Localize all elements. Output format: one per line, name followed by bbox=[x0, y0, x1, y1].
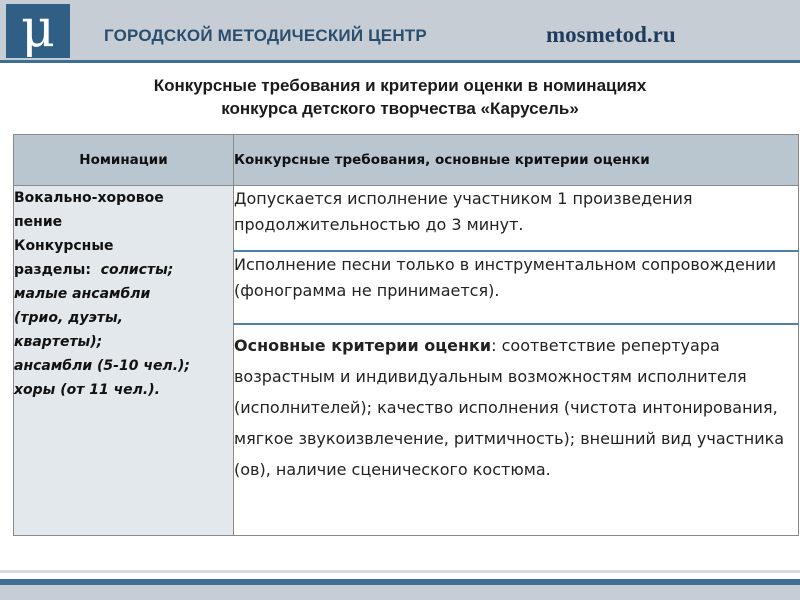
header-requirements: Конкурсные требования, основные критерии оценки bbox=[234, 135, 799, 186]
logo-mu-icon: μ bbox=[21, 0, 55, 59]
criteria-table bbox=[13, 134, 799, 536]
page-title bbox=[0, 74, 800, 120]
site-link[interactable]: mosmetod.ru bbox=[546, 22, 676, 47]
nomination-line: Вокально-хоровое bbox=[14, 190, 164, 206]
title-line-1: Конкурсные требования и критерии оценки в номинациях bbox=[153, 76, 647, 95]
nomination-cell bbox=[14, 186, 234, 536]
table-row bbox=[14, 186, 799, 252]
logo bbox=[6, 0, 70, 59]
nomination-line: Конкурсные bbox=[14, 238, 114, 254]
footer-line bbox=[0, 570, 800, 573]
section-trio-duets: (трио, дуэты, bbox=[14, 310, 123, 326]
criteria-label: Основные критерии оценки bbox=[234, 336, 492, 355]
organization-name: ГОРОДСКОЙ МЕТОДИЧЕСКИЙ ЦЕНТР bbox=[104, 26, 427, 45]
section-small-ensembles: малые ансамбли bbox=[14, 286, 151, 302]
nomination-line: пение bbox=[14, 214, 63, 230]
criteria-text: : соответствие репертуара возрастным и индивидуальным возможностям исполнителя (исполнителей); качество исполнения (чистота интонирования, мягкое звукоизвлечение, ритмичность); внешний вид участника (ов), наличие сценического костюма. bbox=[234, 336, 785, 479]
nomination-sections bbox=[14, 258, 233, 282]
section-soloists: солисты; bbox=[100, 262, 174, 278]
title-line-2: конкурса детского творчества «Карусель» bbox=[221, 99, 579, 118]
header-divider bbox=[0, 60, 800, 63]
criteria-cell bbox=[234, 324, 799, 536]
sections-label: разделы: bbox=[14, 262, 91, 278]
requirement-duration: Допускается исполнение участником 1 произведения продолжительностью до 3 минут. bbox=[234, 186, 799, 252]
section-ensembles: ансамбли (5-10 чел.); bbox=[14, 358, 191, 374]
section-choirs: хоры (от 11 чел.). bbox=[14, 382, 160, 398]
header-nominations: Номинации bbox=[14, 135, 234, 186]
table-header-row bbox=[14, 135, 799, 186]
footer-band bbox=[0, 585, 800, 600]
section-quartets: квартеты); bbox=[14, 334, 103, 350]
requirement-accompaniment: Исполнение песни только в инструментальном сопровождении (фонограмма не принимается). bbox=[234, 251, 799, 324]
